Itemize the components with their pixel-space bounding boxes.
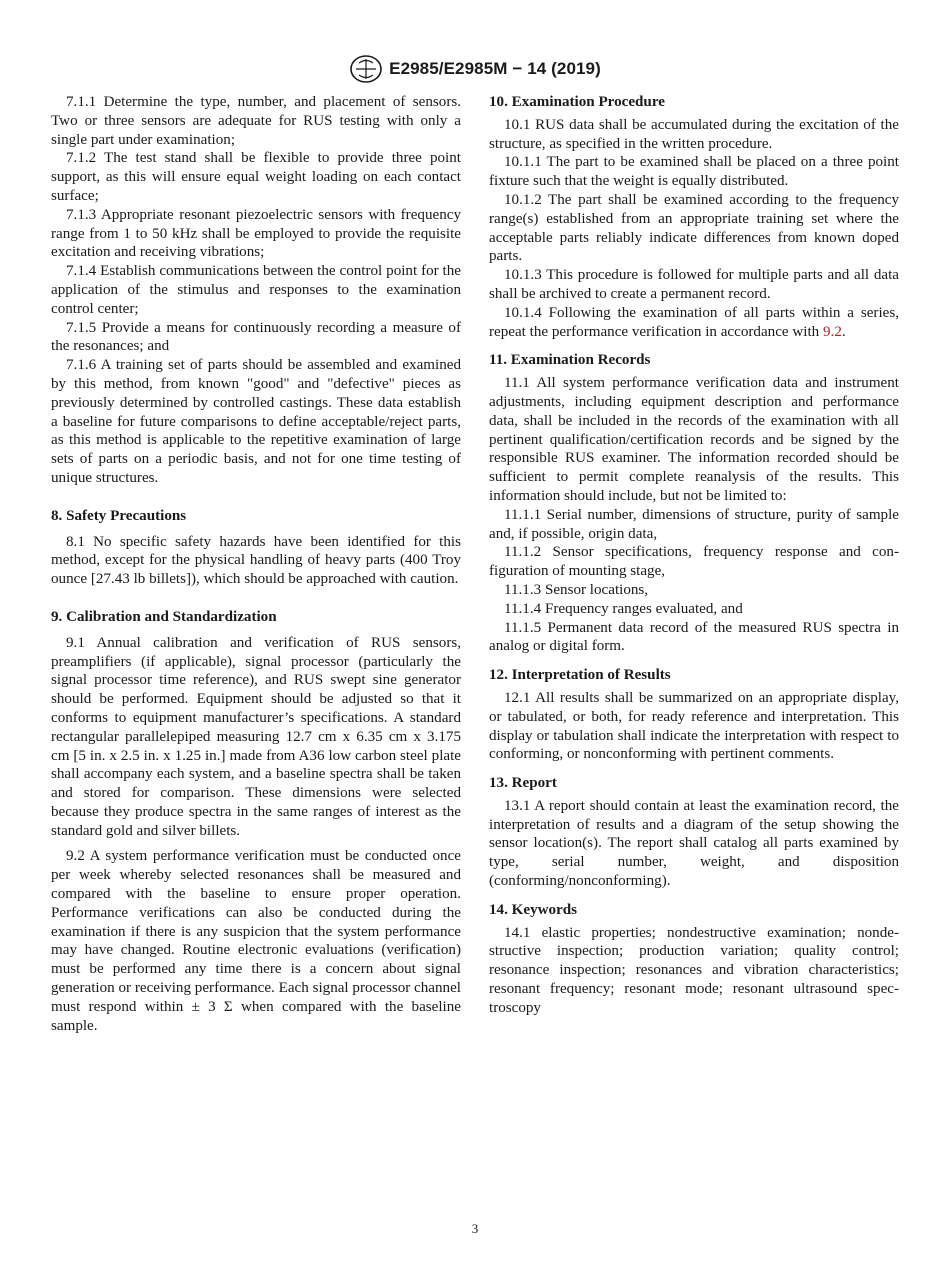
left-column	[51, 93, 461, 1035]
paragraph-13-1: 13.1 A report should contain at least the examination record, the interpretation of results and a diagram of the setup showing the sensor location(s). The report shall catalog all parts examined by type, serial number, weight, and disposition (conforming/nonconforming).	[489, 797, 899, 890]
paragraph-10-1-4-end: .	[841, 323, 846, 340]
section-heading-calibration: 9. Calibration and Standardization	[51, 608, 277, 625]
paragraph-11-1-3: 11.1.3 Sensor locations,	[504, 581, 649, 598]
paragraph-11-1-2: 11.1.2 Sensor specifications, frequency response and configuration of mounting stage,	[489, 544, 899, 580]
paragraph-7-1-1: 7.1.1 Determine the type, number, and placement of sensors. Two or three sensors are adequate for RUS testing with only a single part under examination;	[51, 94, 461, 148]
paragraph-9-2: 9.2 A system performance verification must be conducted once per week whereby selected resonances shall be measured and compared with the baseline to ensure proper operation. Performance verifications can also be conducted during the examination if there is any suspicion that the system performance may have changed. Routine electronic evaluations (verification) must be performed any time there is a concern about signal generation or receiving performance. Each signal processor channel must respond within ± 3 Σ when compared with the baseline sample.	[51, 848, 461, 1034]
paragraph-10-1: 10.1 RUS data shall be accumulated during the excitation of the structure, as specified in the written procedure.	[489, 116, 899, 152]
section-heading-keywords: 14. Keywords	[489, 901, 578, 918]
section-heading-examination-procedure: 10. Examination Procedure	[489, 94, 665, 110]
paragraph-11-1: 11.1 All system performance verification data and instrument adjustments, including equipment description and performance data, shall be included in the records of the examination with all pertinent qualification/certification records and be signed by the responsible RUS examiner. The information recorded should be sufficient to permit complete reanalysis of the results. This information should include, but not be limited to:	[489, 375, 899, 504]
paragraph-11-1-5: 11.1.5 Permanent data record of the measured RUS spectra in analog or digital form.	[489, 619, 899, 655]
page-number: 3	[471, 1221, 479, 1236]
paragraph-7-1-4: 7.1.4 Establish communications between the control point for the application of the stimulus and responses to the examination control center;	[51, 263, 461, 317]
paragraph-8-1: 8.1 No specific safety hazards have been identified for this method, except for the physical handling of heavy parts (400 Troy ounce [27.43 lb billets]), which should be approached with caution.	[51, 533, 461, 588]
section-heading-safety: 8. Safety Precautions	[51, 507, 187, 524]
paragraph-7-1-5: 7.1.5 Provide a means for continuously recording a measure of the resonances; and	[51, 319, 461, 355]
paragraph-7-1-2: 7.1.2 The test stand shall be flexible to provide three point support, as this will ensure equal weight loading on each contact surface;	[51, 150, 461, 204]
paragraph-7-1-6: 7.1.6 A training set of parts should be assembled and examined by this method, from known "good" and "defective" pieces as previously determined by controlled castings. These data establish a baseline for future comparisons to define acceptable/reject parts, as this method is applicable to the repetitive examination of large sets of parts on a periodic basis, and not for one time testing of unique structures.	[51, 357, 461, 486]
page-header	[0, 54, 950, 84]
paragraph-10-1-4-text: 10.1.4 Following the examination of all parts within a series, repeat the performance verification in accordance with	[489, 304, 899, 340]
paragraph-9-1: 9.1 Annual calibration and verification of RUS sensors, preamplifiers (if applicable), signal processor (particularly the signal processor time reference), and RUS swept sine generator should be performed. Equipment should be adjusted so that it conforms to equipment manufacturer’s specifications. A standard rectangular parallelepiped measuring 12.7 cm x 6.35 cm x 3.175 cm [5 in. x 2.5 in. x 1.25 in.] made from A36 low carbon steel plate shall accompany each system, and a baseline spectra shall be taken and stored for comparison. These dimensions were selected because they produce spectra in the same ranges of interest as the standard gold and silver billets.	[51, 634, 461, 839]
section-heading-report: 13. Report	[489, 775, 557, 792]
paragraph-11-1-4: 11.1.4 Frequency ranges evaluated, and	[504, 600, 743, 617]
paragraph-10-1-1: 10.1.1 The part to be examined shall be placed on a three point fixture such that the weight is equally distributed.	[489, 154, 899, 190]
paragraph-12-1: 12.1 All results shall be summarized on an appropriate display, or tabulated, or both, for ready reference and interpretation. This display or tabulation shall indicate the interpretation with respect to conforming, or nonconforming with pertinent comments.	[489, 689, 899, 763]
astm-logo-icon	[349, 54, 383, 84]
paragraph-10-1-4	[489, 304, 899, 342]
paragraph-11-1-1: 11.1.1 Serial number, dimensions of structure, purity of sample and, if possible, origin data,	[489, 506, 899, 542]
section-heading-interpretation: 12. Interpretation of Results	[489, 667, 671, 684]
section-heading-examination-records: 11. Examination Records	[489, 352, 651, 369]
paragraph-10-1-2: 10.1.2 The part shall be examined according to the frequency range(s) established from an appropriate training set where the acceptable parts reliably indicate differences from known doped parts.	[489, 191, 899, 265]
document-designation: E2985/E2985M − 14 (2019)	[389, 59, 601, 78]
link-section-9-2[interactable]: 9.2	[823, 323, 842, 340]
paragraph-14-1: 14.1 elastic properties; nondestructive examination; nondestructive inspection; production variation; quality control; resonance inspection; resonances and vibration characteristics; resonant frequency; resonant mode; resonant ultrasound spectroscopy	[489, 924, 899, 1016]
right-column	[489, 93, 899, 1018]
paragraph-7-1-3: 7.1.3 Appropriate resonant piezoelectric sensors with frequency range from 1 to 50 kHz shall be employed to provide the requisite excitation and receiving vibrations;	[51, 206, 461, 261]
paragraph-10-1-3: 10.1.3 This procedure is followed for multiple parts and all data shall be archived to create a permanent record.	[489, 267, 899, 302]
